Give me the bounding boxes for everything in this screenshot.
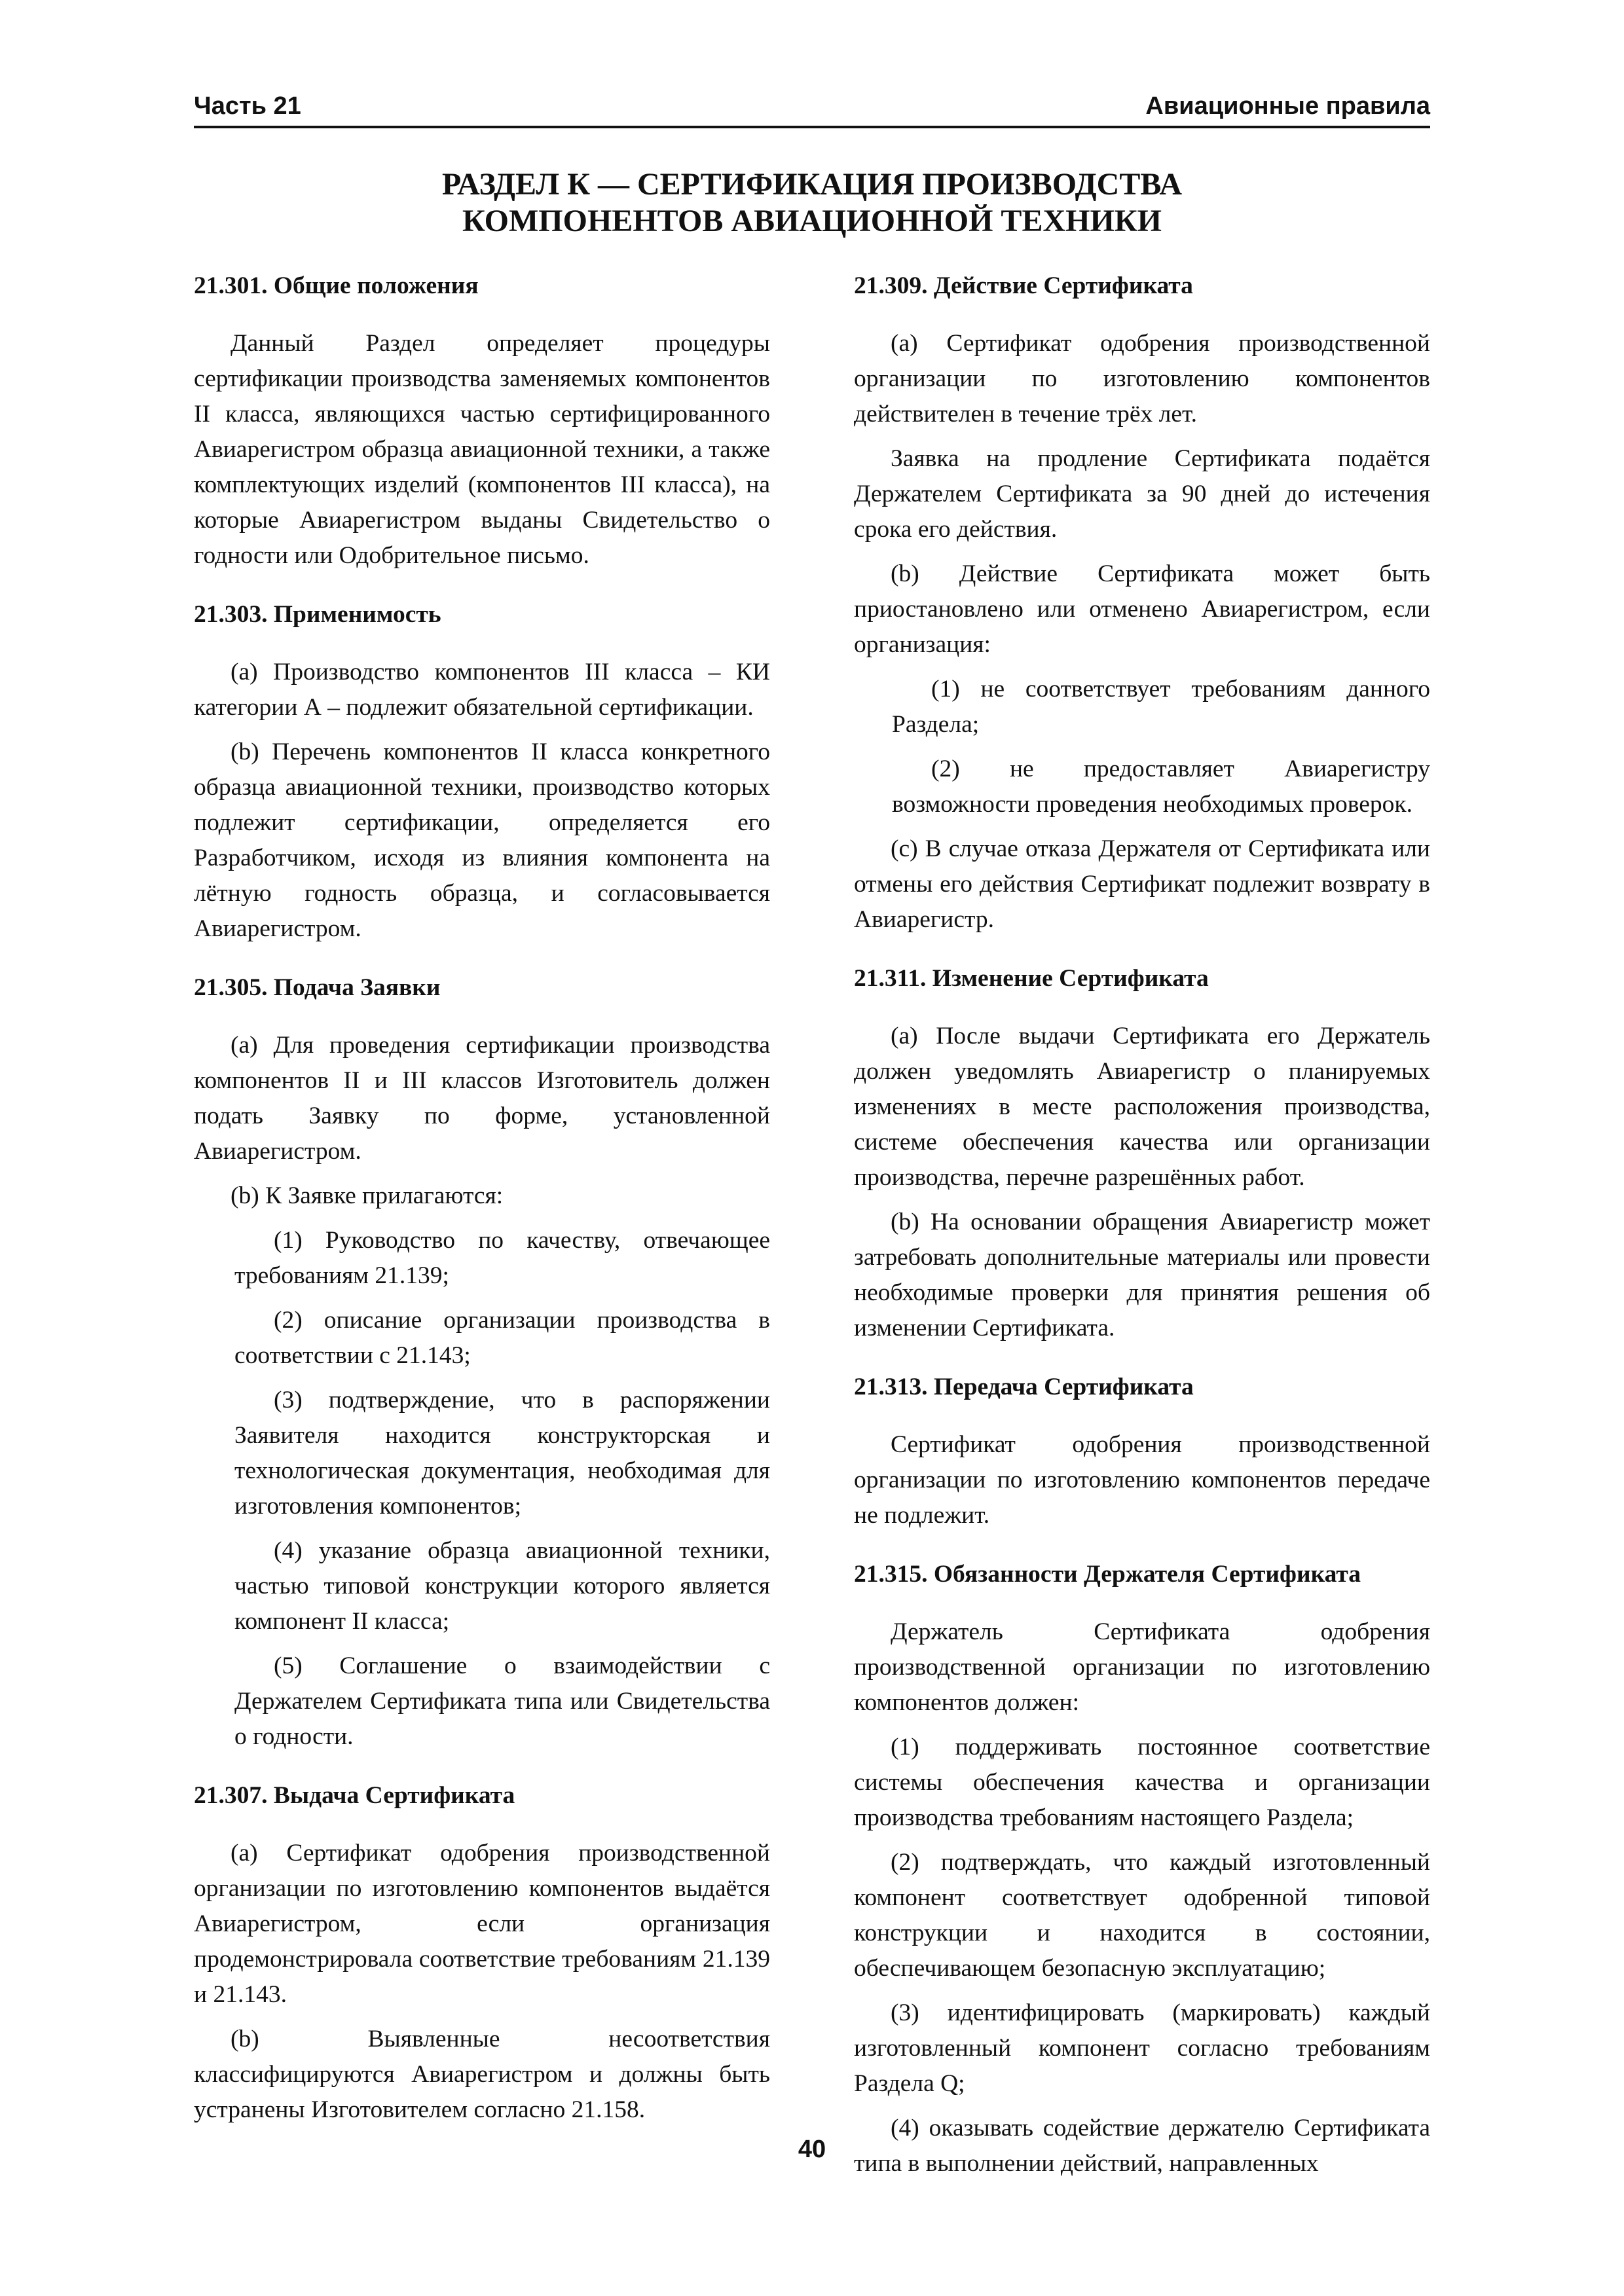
list-item-21-305-3: (3) подтверждение, что в распоряжении Заявителя находится конструкторская и технологическая документация, необходимая для изготовления компонентов;: [234, 1387, 770, 1520]
paragraph-21-309-renewal: Заявка на продление Сертификата подаётся Держателем Сертификата за 90 дней до истечения срока его действия.: [854, 445, 1430, 543]
heading-21-315: 21.315. Обязанности Держателя Сертификата: [854, 1561, 1361, 1588]
section-title: [194, 166, 1430, 240]
paragraph-21-309-a: (a) Сертификат одобрения производственной организации по изготовлению компонентов действителен в течение трёх лет.: [854, 330, 1430, 428]
paragraph-21-303-b: (b) Перечень компонентов II класса конкретного образца авиационной техники, производство которых подлежит сертификации, определяется его Разработчиком, исходя из влияния компонента на лётную годность образца, и согласовывается Авиарегистром.: [194, 738, 770, 942]
heading-21-305: 21.305. Подача Заявки: [194, 974, 441, 1001]
list-item-21-315-1: (1) поддерживать постоянное соответствие системы обеспечения качества и организации производства требованиям настоящего Раздела;: [854, 1734, 1430, 1831]
heading-21-303: 21.303. Применимость: [194, 601, 441, 628]
right-column: [854, 268, 1430, 2191]
list-item-21-305-4: (4) указание образца авиационной техники, частью типовой конструкции которого является компонент II класса;: [234, 1537, 770, 1635]
paragraph-21-307-a: (a) Сертификат одобрения производственной организации по изготовлению компонентов выдаётся Авиарегистром, если организация продемонстрировала соответствие требованиям 21.139 и 21.143.: [194, 1840, 770, 2008]
list-item-21-305-2: (2) описание организации производства в соответствии с 21.143;: [234, 1307, 770, 1369]
running-header: [194, 90, 1430, 128]
heading-21-307: 21.307. Выдача Сертификата: [194, 1782, 515, 1809]
heading-21-313: 21.313. Передача Сертификата: [854, 1374, 1194, 1400]
paragraph-21-311-b: (b) На основании обращения Авиарегистр может затребовать дополнительные материалы или провести необходимые проверки для принятия решения об изменении Сертификата.: [854, 1209, 1430, 1341]
list-item-21-315-4: (4) оказывать содействие держателю Сертификата типа в выполнении действий, направленных: [854, 2115, 1430, 2177]
left-column: [194, 268, 770, 2137]
list-item-21-315-3: (3) идентифицировать (маркировать) каждый изготовленный компонент согласно требованиям Раздела Q;: [854, 1999, 1430, 2097]
paragraph-21-309-c: (c) В случае отказа Держателя от Сертификата или отмены его действия Сертификат подлежит возврату в Авиарегистр.: [854, 835, 1430, 933]
paragraph-21-311-a: (a) После выдачи Сертификата его Держатель должен уведомлять Авиарегистр о планируемых изменениях в месте расположения производства, системе обеспечения качества или организации производства, перечне разрешённых работ.: [854, 1023, 1430, 1191]
paragraph-21-313: Сертификат одобрения производственной организации по изготовлению компонентов передаче не подлежит.: [854, 1431, 1430, 1529]
paragraph-21-307-b: (b) Выявленные несоответствия классифицируются Авиарегистром и должны быть устранены Изготовителем согласно 21.158.: [194, 2026, 770, 2123]
paragraph-21-301: Данный Раздел определяет процедуры сертификации производства заменяемых компонентов II класса, являющихся частью сертифицированного Авиарегистром образца авиационной техники, а также комплектующих изделий (компонентов III класса), на которые Авиарегистром выданы Свидетельство о годности или Одобрительное письмо.: [194, 330, 770, 569]
paragraph-21-315: Держатель Сертификата одобрения производственной организации по изготовлению компонентов должен:: [854, 1618, 1430, 1716]
section-title-line-1: РАЗДЕЛ К — СЕРТИФИКАЦИЯ ПРОИЗВОДСТВА: [441, 167, 1183, 202]
paragraph-21-303-a: (a) Производство компонентов III класса – КИ категории А – подлежит обязательной сертификации.: [194, 659, 770, 721]
header-rules-label: Авиационные правила: [1145, 92, 1430, 120]
list-item-21-309-2: (2) не предоставляет Авиарегистру возможности проведения необходимых проверок.: [892, 756, 1430, 818]
heading-21-301: 21.301. Общие положения: [194, 272, 479, 299]
list-item-21-309-1: (1) не соответствует требованиям данного Раздела;: [892, 676, 1430, 738]
page-number: 40: [798, 2136, 826, 2163]
list-item-21-315-2: (2) подтверждать, что каждый изготовленный компонент соответствует одобренной типовой конструкции и находится в состоянии, обеспечивающем безопасную эксплуатацию;: [854, 1849, 1430, 1982]
header-part-label: Часть 21: [194, 92, 301, 120]
section-title-line-2: КОМПОНЕНТОВ АВИАЦИОННОЙ ТЕХНИКИ: [462, 204, 1162, 238]
heading-21-309: 21.309. Действие Сертификата: [854, 272, 1193, 299]
paragraph-21-309-b: (b) Действие Сертификата может быть приостановлено или отменено Авиарегистром, если организация:: [854, 560, 1430, 658]
list-item-21-305-1: (1) Руководство по качеству, отвечающее требованиям 21.139;: [234, 1227, 770, 1289]
paragraph-21-305-b: (b) К Заявке прилагаются:: [231, 1182, 504, 1209]
paragraph-21-305-a: (a) Для проведения сертификации производства компонентов II и III классов Изготовитель должен подать Заявку по форме, установленной Авиарегистром.: [194, 1032, 770, 1165]
heading-21-311: 21.311. Изменение Сертификата: [854, 965, 1209, 992]
list-item-21-305-5: (5) Соглашение о взаимодействии с Держателем Сертификата типа или Свидетельства о годности.: [234, 1652, 770, 1750]
